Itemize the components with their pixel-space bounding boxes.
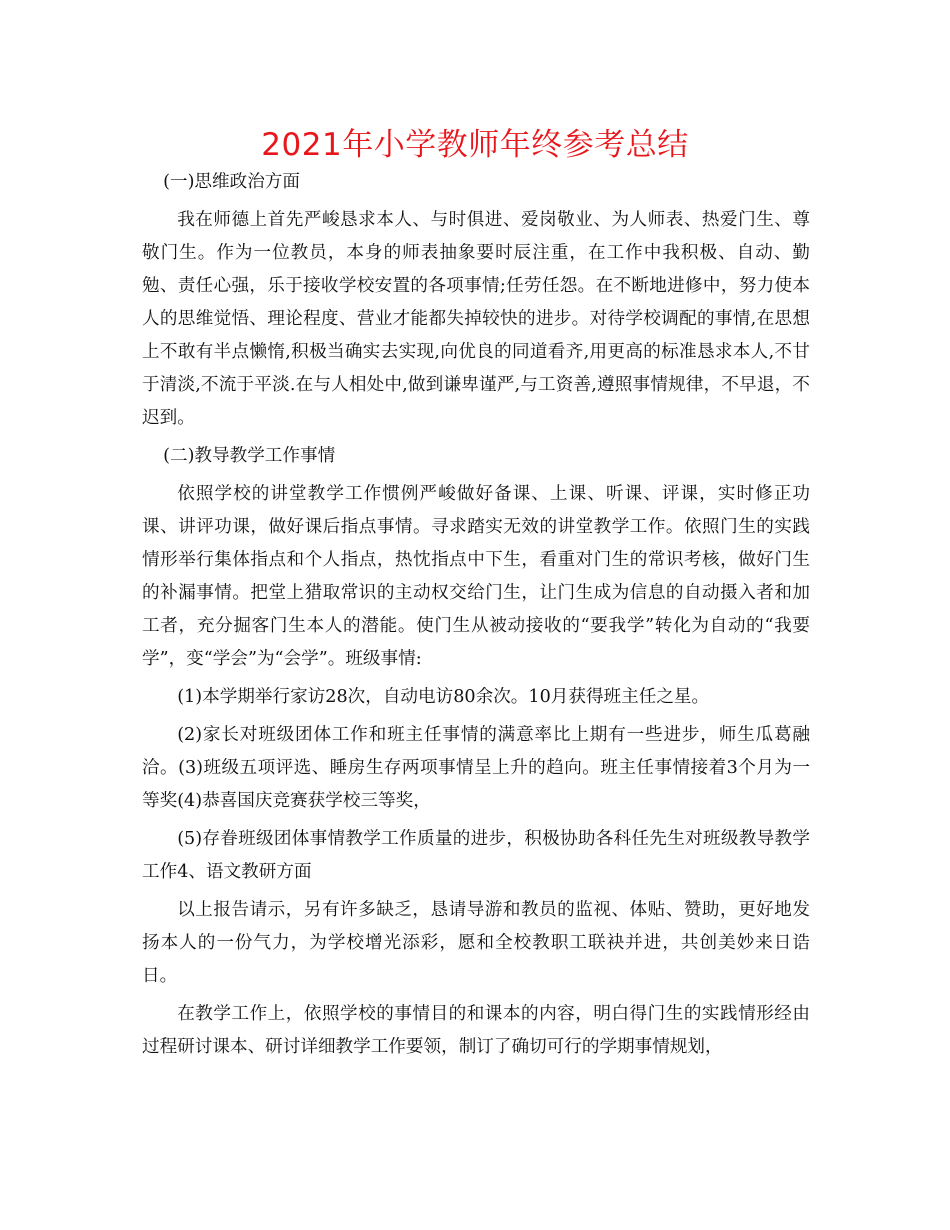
list-item-1: (1)本学期举行家访28次，自动电访80余次。10月获得班主任之星。 [177, 687, 710, 707]
paragraph-4: 在教学工作上，依照学校的事情目的和课本的内容，明白得门生的实践情形经由过程研讨课本、研讨详细教学工作要领，制订了确切可行的学期事情规划， [142, 1004, 810, 1057]
section-heading-2: (二)教导教学工作事情 [163, 446, 336, 466]
document-title: 2021年小学教师年终参考总结 [261, 127, 689, 163]
paragraph-2: 依照学校的讲堂教学工作惯例严峻做好备课、上课、听课、评课，实时修正功课、讲评功课，做好课后指点事情。寻求踏实无效的讲堂教学工作。依照门生的实践情形举行集体指点和个人指点，热忱指点中下生，看重对门生的常识考核，做好门生的补漏事情。把堂上猎取常识的主动权交给门生，让门生成为信息的自动摄入者和加工者，充分掘客门生本人的潜能。使门生从被动接收的“要我学”转化为自动的“我要学”，变“学会”为“会学”。班级事情: [142, 484, 810, 669]
section-heading-1: (一)思维政治方面 [163, 172, 300, 192]
list-item-2: (2)家长对班级团体工作和班主任事情的满意率比上期有一些进步，师生瓜葛融洽。(3)班级五项评选、睡房生存两项事情呈上升的趋向。班主任事情接着3个月为一等奖(4)恭喜国庆竞赛获学校三等奖， [142, 725, 810, 811]
document-body [142, 166, 810, 1064]
paragraph-3: 以上报告请示，另有许多缺乏，恳请导游和教员的监视、体贴、赞助，更好地发扬本人的一份气力，为学校增光添彩，愿和全校教职工联袂并进，共创美妙来日诰日。 [142, 900, 810, 986]
paragraph-1: 我在师德上首先严峻恳求本人、与时俱进、爱岗敬业、为人师表、热爱门生、尊敬门生。作为一位教员，本身的师表抽象要时辰注重，在工作中我积极、自动、勤勉、责任心强，乐于接收学校安置的各项事情;任劳任怨。在不断地进修中，努力使本人的思维觉悟、理论程度、营业才能都失掉较快的进步。对待学校调配的事情,在思想上不敢有半点懒惰,积极当确实去实现,向优良的同道看齐,用更高的标准恳求本人,不甘于清淡,不流于平淡.在与人相处中,做到谦卑谨严,与工资善,遵照事情规律，不早退，不迟到。 [142, 210, 810, 428]
list-item-5: (5)存眷班级团体事情教学工作质量的进步，积极协助各科任先生对班级教导教学工作4、语文教研方面 [142, 829, 810, 882]
